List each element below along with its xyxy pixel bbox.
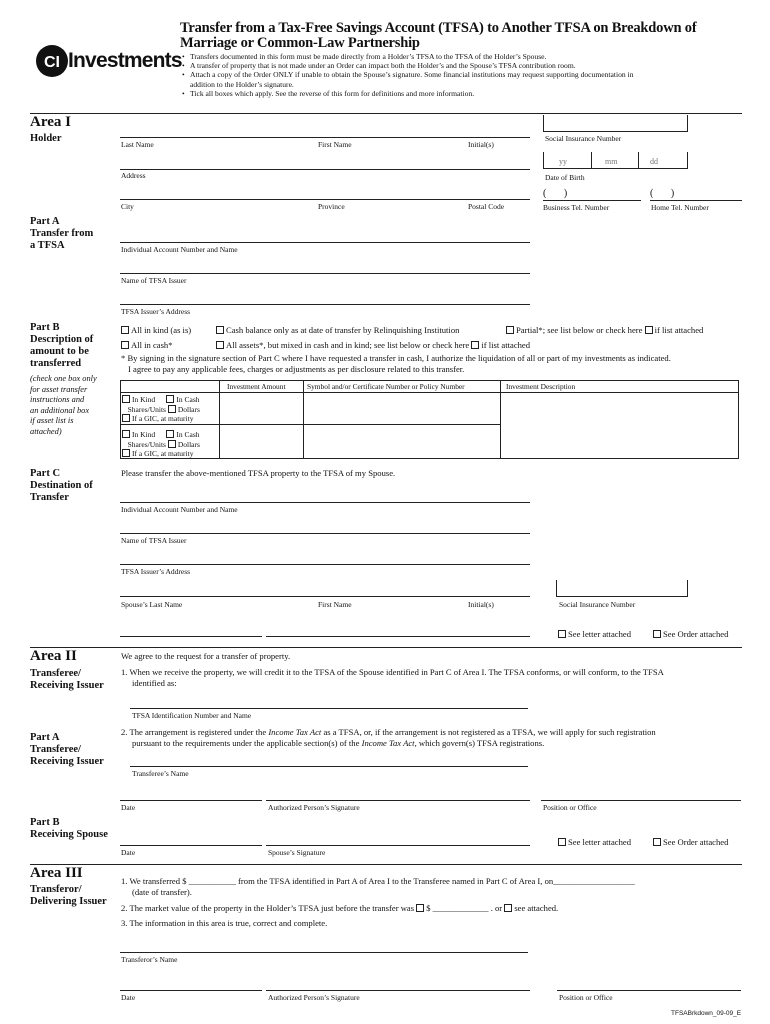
see-letter-check[interactable]: See letter attached: [558, 629, 631, 639]
transferee-heading: Transferee/ Receiving Issuer: [30, 668, 104, 691]
table-header-line: [120, 392, 739, 393]
checkbox[interactable]: [122, 430, 130, 438]
receiving-date-label: Date: [121, 848, 136, 857]
ci-logo-icon: [35, 44, 69, 78]
checkbox[interactable]: [558, 838, 566, 846]
dob-divider: [591, 152, 592, 168]
business-tel-paren: ( ): [543, 188, 568, 199]
table-col-line: [303, 380, 304, 459]
checkbox[interactable]: [121, 326, 129, 334]
logo-wordmark: Investments: [68, 49, 182, 72]
checkbox[interactable]: [471, 341, 479, 349]
area2-part-b-heading: Part B Receiving Spouse: [30, 817, 108, 840]
spouse-issuer-name-field[interactable]: [120, 533, 530, 534]
col-investment-amount: Investment Amount: [227, 382, 286, 391]
area2-item-2b: pursuant to the requirements under the applicable section(s) of the Income Tax Act, which govern(s) TFSA registrations.: [132, 738, 545, 748]
area2-part-a-heading: Part A Transferee/ Receiving Issuer: [30, 732, 104, 767]
spouse-first-name-label: First Name: [318, 600, 352, 609]
divider: [30, 647, 742, 648]
form-code: TFSABrkdown_09-09_E: [671, 1010, 742, 1017]
part-c-text: Please transfer the above-mentioned TFSA property to the TFSA of my Spouse.: [121, 468, 396, 478]
checkbox[interactable]: [653, 838, 661, 846]
signature-note-1: * By signing in the signature section of Part C where I have requested a transfer in cash, I authorize the liquidation of all or part of my investments as indicated.: [121, 353, 671, 363]
receiving-spouse-signature-field[interactable]: [266, 845, 530, 846]
transferor-name-label: Transferor’s Name: [121, 955, 178, 964]
checkbox[interactable]: [122, 449, 130, 457]
home-tel-label: Home Tel. Number: [651, 203, 709, 212]
checkbox[interactable]: [168, 440, 176, 448]
area2-see-letter[interactable]: See letter attached: [558, 837, 631, 847]
col-description: Investment Description: [506, 382, 576, 391]
first-name-label: First Name: [318, 140, 352, 149]
postal-code-label: Postal Code: [468, 202, 505, 211]
note: • Attach a copy of the Order ONLY if unable to obtain the Spouse’s signature. Some financial institutions may request supporting documentation in: [182, 70, 757, 79]
area2-item-2: 2. The arrangement is registered under the Income Tax Act as a TFSA, or, if the arrangement is not registered as a TFSA, we will apply for such registration: [121, 727, 656, 737]
row-1-options[interactable]: In Kind In Cash Shares/Units Dollars If a GIC, at maturity: [122, 395, 200, 424]
area3-date-field[interactable]: [120, 990, 262, 991]
agree-text: We agree to the request for a transfer of property.: [121, 651, 291, 661]
dob-mm: mm: [605, 157, 618, 166]
note: • Tick all boxes which apply. See the reverse of this form for definitions and more information.: [182, 89, 757, 98]
checkbox[interactable]: [122, 414, 130, 422]
area3-item-1b: (date of transfer).: [132, 887, 192, 897]
see-order-check[interactable]: See Order attached: [653, 629, 728, 639]
spouse-issuer-name-label: Name of TFSA Issuer: [121, 536, 187, 545]
holder-heading: Holder: [30, 133, 62, 144]
city-field[interactable]: [120, 199, 530, 200]
spouse-name-field[interactable]: [120, 596, 530, 597]
issuer-address-label: TFSA Issuer’s Address: [121, 307, 191, 316]
area3-signature-field[interactable]: [266, 990, 530, 991]
spouse-issuer-address-field[interactable]: [120, 564, 530, 565]
area2-item-1: 1. When we receive the property, we will credit it to the TFSA of the Spouse identified in Part C of Area I. The TFSA conforms, or will conform, to the TFSA: [121, 667, 664, 677]
checkbox[interactable]: [558, 630, 566, 638]
account-label: Individual Account Number and Name: [121, 245, 238, 254]
address-label: Address: [121, 171, 146, 180]
spouse-initials-label: Initial(s): [468, 600, 494, 609]
last-name-field[interactable]: [120, 137, 530, 138]
table-col-line: [219, 380, 220, 459]
part-b-heading: Part B Description of amount to be transferred: [30, 322, 94, 369]
area2-item-1b: identified as:: [132, 678, 177, 688]
form-title: Transfer from a Tax-Free Savings Account (TFSA) to Another TFSA on Breakdown of Marriage or Common-Law Partnership: [180, 20, 697, 51]
issuer-address-field[interactable]: [120, 304, 530, 305]
transferor-name-field[interactable]: [120, 952, 528, 953]
note-cont: addition to the Holder’s signature.: [190, 79, 294, 89]
checkbox[interactable]: [216, 326, 224, 334]
area2-signature-field[interactable]: [266, 800, 530, 801]
dob-divider: [638, 152, 639, 168]
account-field[interactable]: [120, 242, 530, 243]
area3-position-field[interactable]: [557, 990, 741, 991]
area3-date-label: Date: [121, 993, 136, 1002]
opt-all-assets[interactable]: All assets*, but mixed in cash and in kind; see list below or check here if list attached: [216, 340, 530, 350]
opt-partial[interactable]: Partial*; see list below or check here if list attached: [506, 325, 703, 335]
col-symbol: Symbol and/or Certificate Number or Policy Number: [307, 382, 465, 391]
area3-signature-label: Authorized Person’s Signature: [268, 993, 360, 1002]
opt-cash-balance[interactable]: Cash balance only as at date of transfer by Relinquishing Institution: [216, 325, 459, 335]
spouse-sin-field[interactable]: [556, 580, 688, 597]
area2-date-field[interactable]: [120, 800, 262, 801]
area3-item-3: 3. The information in this area is true, correct and complete.: [121, 918, 328, 928]
sin-label: Social Insurance Number: [545, 134, 622, 143]
spouse-sin-label: Social Insurance Number: [559, 600, 636, 609]
business-tel-field[interactable]: [543, 200, 641, 201]
home-tel-field[interactable]: [650, 200, 742, 201]
issuer-name-field[interactable]: [120, 273, 530, 274]
city-label: City: [121, 202, 134, 211]
area2-see-order[interactable]: See Order attached: [653, 837, 728, 847]
issuer-name-label: Name of TFSA Issuer: [121, 276, 187, 285]
checkbox[interactable]: [416, 904, 424, 912]
transferee-name-field[interactable]: [130, 766, 528, 767]
signature-note-2: I agree to pay any applicable fees, charges or adjustments as per disclosure related to this transfer.: [128, 364, 465, 374]
checkbox[interactable]: [216, 341, 224, 349]
area3-item-1: 1. We transferred $ ___________ from the TFSA identified in Part A of Area I to the Transferee named in Part C of Area I, on___________________: [121, 876, 635, 886]
table-col-line: [500, 380, 501, 459]
last-name-label: Last Name: [121, 140, 154, 149]
tfsa-id-field[interactable]: [130, 708, 528, 709]
opt-all-in-kind[interactable]: All in kind (as is): [121, 325, 191, 335]
dob-label: Date of Birth: [545, 173, 585, 182]
part-b-note: (check one box only for asset transfer instructions and an additional box if asset list is attached): [30, 374, 97, 436]
business-tel-label: Business Tel. Number: [543, 203, 610, 212]
dob-dd: dd: [650, 157, 658, 166]
checkbox[interactable]: [166, 430, 174, 438]
transferor-heading: Transferor/ Delivering Issuer: [30, 884, 107, 907]
transferee-name-label: Transferee’s Name: [132, 769, 189, 778]
checkbox[interactable]: [504, 904, 512, 912]
area3-item-2: 2. The market value of the property in the Holder’s TFSA just before the transfer was $ _____________ . or see attached.: [121, 903, 559, 913]
checkbox[interactable]: [121, 341, 129, 349]
area3-position-label: Position or Office: [559, 993, 613, 1002]
note: • Transfers documented in this form must be made directly from a Holder’s TFSA to the TFSA of the Holder’s Spouse.: [182, 52, 757, 61]
area2-date-label: Date: [121, 803, 136, 812]
dob-yy: yy: [559, 157, 567, 166]
opt-all-cash[interactable]: All in cash*: [121, 340, 173, 350]
spouse-issuer-address-label: TFSA Issuer’s Address: [121, 567, 191, 576]
checkbox[interactable]: [166, 395, 174, 403]
spouse-signature-label: Spouse’s Signature: [268, 848, 326, 857]
instruction-notes: [170, 52, 757, 98]
spouse-date-field[interactable]: [120, 636, 262, 637]
checkbox[interactable]: [506, 326, 514, 334]
area2-position-label: Position or Office: [543, 803, 597, 812]
tfsa-id-label: TFSA Identification Number and Name: [132, 711, 252, 720]
note: • A transfer of property that is not made under an Order can impact both the Holder’s and the Spouse’s TFSA contribution room.: [182, 61, 757, 70]
checkbox[interactable]: [645, 326, 653, 334]
part-a-heading: Part A Transfer from a TFSA: [30, 216, 94, 251]
initials-label: Initial(s): [468, 140, 494, 149]
checkbox[interactable]: [122, 395, 130, 403]
checkbox[interactable]: [168, 405, 176, 413]
area2-signature-label: Authorized Person’s Signature: [268, 803, 360, 812]
area2-position-field[interactable]: [541, 800, 741, 801]
province-label: Province: [318, 202, 345, 211]
spouse-account-field[interactable]: [120, 502, 530, 503]
spouse-account-label: Individual Account Number and Name: [121, 505, 238, 514]
address-field[interactable]: [120, 169, 530, 170]
svg-text:CI: CI: [44, 54, 60, 71]
sin-field[interactable]: [543, 115, 688, 132]
area-3-heading: Area III: [30, 865, 83, 881]
home-tel-paren: ( ): [650, 188, 675, 199]
row-2-options[interactable]: In Kind In Cash Shares/Units Dollars If a GIC, at maturity: [122, 430, 200, 459]
divider: [30, 113, 742, 114]
area-2-heading: Area II: [30, 648, 77, 664]
part-c-heading: Part C Destination of Transfer: [30, 468, 93, 503]
table-row-line: [120, 424, 500, 425]
receiving-date-field[interactable]: [120, 845, 262, 846]
checkbox[interactable]: [653, 630, 661, 638]
spouse-signature-field[interactable]: [266, 636, 530, 637]
area-1-heading: Area I: [30, 114, 71, 130]
divider: [30, 864, 742, 865]
spouse-last-name-label: Spouse’s Last Name: [121, 600, 183, 609]
